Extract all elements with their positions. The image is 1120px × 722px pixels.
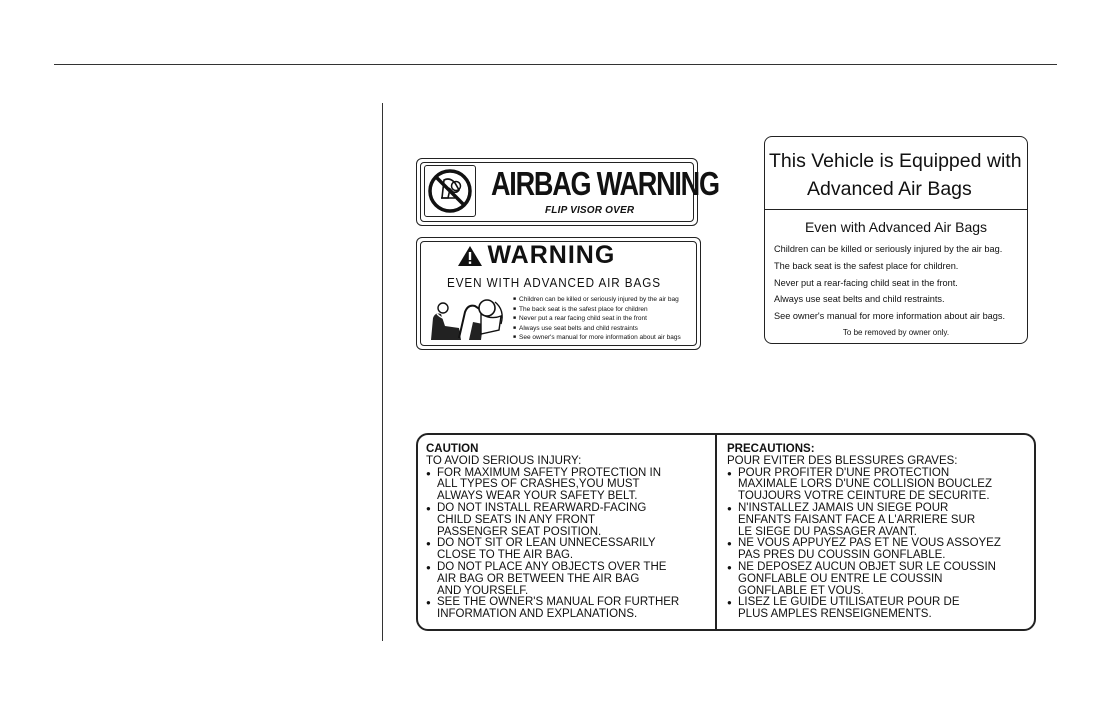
list-item: Always use seat belts and child restraints. xyxy=(774,294,945,305)
caution-list xyxy=(426,468,679,621)
caution-heading: CAUTION xyxy=(426,443,479,455)
warning-triangle-icon xyxy=(457,245,483,267)
warning-list xyxy=(513,295,681,343)
no-child-seat-icon xyxy=(424,165,476,217)
advanced-airbag-warning-label xyxy=(416,237,701,350)
list-item: ● FOR MAXIMUM SAFETY PROTECTION IN ALL TYPES OF CRASHES,YOU MUST ALWAYS WEAR YOUR SAFETY BELT. xyxy=(426,468,679,503)
child-seat-figures-icon xyxy=(425,294,511,344)
list-item: ● NE VOUS APPUYEZ PAS ET NE VOUS ASSOYEZ PAS PRES DU COUSSIN GONFLABLE. xyxy=(727,538,1001,562)
header-rule xyxy=(54,64,1057,65)
list-item: Never put a rear-facing child seat in the front. xyxy=(774,277,958,288)
caution-subheading: TO AVOID SERIOUS INJURY: xyxy=(426,454,582,467)
removal-note: To be removed by owner only. xyxy=(842,328,950,337)
warning-subheading: EVEN WITH ADVANCED AIR BAGS xyxy=(447,275,661,290)
list-item: ■ Children can be killed or seriously injured by the air bag xyxy=(513,295,681,305)
list-item: ● NE DEPOSEZ AUCUN OBJET SUR LE COUSSIN GONFLABLE OU ENTRE LE COUSSIN GONFLABLE ET VOUS. xyxy=(727,562,1001,597)
column-divider xyxy=(382,103,383,641)
caution-french xyxy=(727,444,1001,621)
precautions-subheading: POUR EVITER DES BLESSURES GRAVES: xyxy=(727,454,958,467)
visor-subtitle: FLIP VISOR OVER xyxy=(545,205,635,216)
advanced-airbags-equipped-label xyxy=(764,136,1028,344)
airbag-visor-label xyxy=(416,158,719,226)
list-item: ● LISEZ LE GUIDE UTILISATEUR POUR DE PLUS AMPLES RENSEIGNEMENTS. xyxy=(727,597,1001,621)
list-item: ● N'INSTALLEZ JAMAIS UN SIEGE POUR ENFANTS FAISANT FACE A L'ARRIERE SUR LE SIEGE DU PASSAGER AVANT. xyxy=(727,503,1001,538)
list-item: ■ Always use seat belts and child restraints xyxy=(513,324,681,334)
list-item: ● DO NOT PLACE ANY OBJECTS OVER THE AIR BAG OR BETWEEN THE AIR BAG AND YOURSELF. xyxy=(426,562,679,597)
list-item: ● POUR PROFITER D'UNE PROTECTION MAXIMALE LORS D'UNE COLLISION BOUCLEZ TOUJOURS VOTRE CEINTURE DE SECURITE. xyxy=(727,468,1001,503)
equipped-subheading: Even with Advanced Air Bags xyxy=(804,219,988,235)
precautions-heading: PRECAUTIONS: xyxy=(727,443,815,455)
warning-word: WARNING xyxy=(487,241,616,269)
list-item: ● DO NOT SIT OR LEAN UNNECESSARILY CLOSE TO THE AIR BAG. xyxy=(426,538,679,562)
list-item: ■ The back seat is the safest place for children xyxy=(513,305,681,315)
language-divider xyxy=(715,435,717,629)
list-item: ● SEE THE OWNER'S MANUAL FOR FURTHER INFORMATION AND EXPLANATIONS. xyxy=(426,597,679,621)
warning-heading xyxy=(457,241,615,270)
caution-precautions-label xyxy=(416,433,1036,631)
visor-title: AIRBAG WARNING xyxy=(491,165,719,202)
list-item: ■ See owner's manual for more information about air bags xyxy=(513,333,681,343)
equipped-list xyxy=(774,241,1005,325)
list-item: The back seat is the safest place for children. xyxy=(774,260,959,271)
list-item: ■ Never put a rear facing child seat in the front xyxy=(513,314,681,324)
list-item: See owner's manual for more information about air bags. xyxy=(774,311,1006,322)
list-item: Children can be killed or seriously injured by the air bag. xyxy=(774,244,1003,254)
precautions-list xyxy=(727,468,1001,621)
divider xyxy=(765,209,1027,210)
caution-english xyxy=(426,444,679,621)
list-item: ● DO NOT INSTALL REARWARD-FACING CHILD SEATS IN ANY FRONT PASSENGER SEAT POSITION. xyxy=(426,503,679,538)
equipped-title: This Vehicle is Equipped with Advanced Air Bags xyxy=(769,150,1022,200)
